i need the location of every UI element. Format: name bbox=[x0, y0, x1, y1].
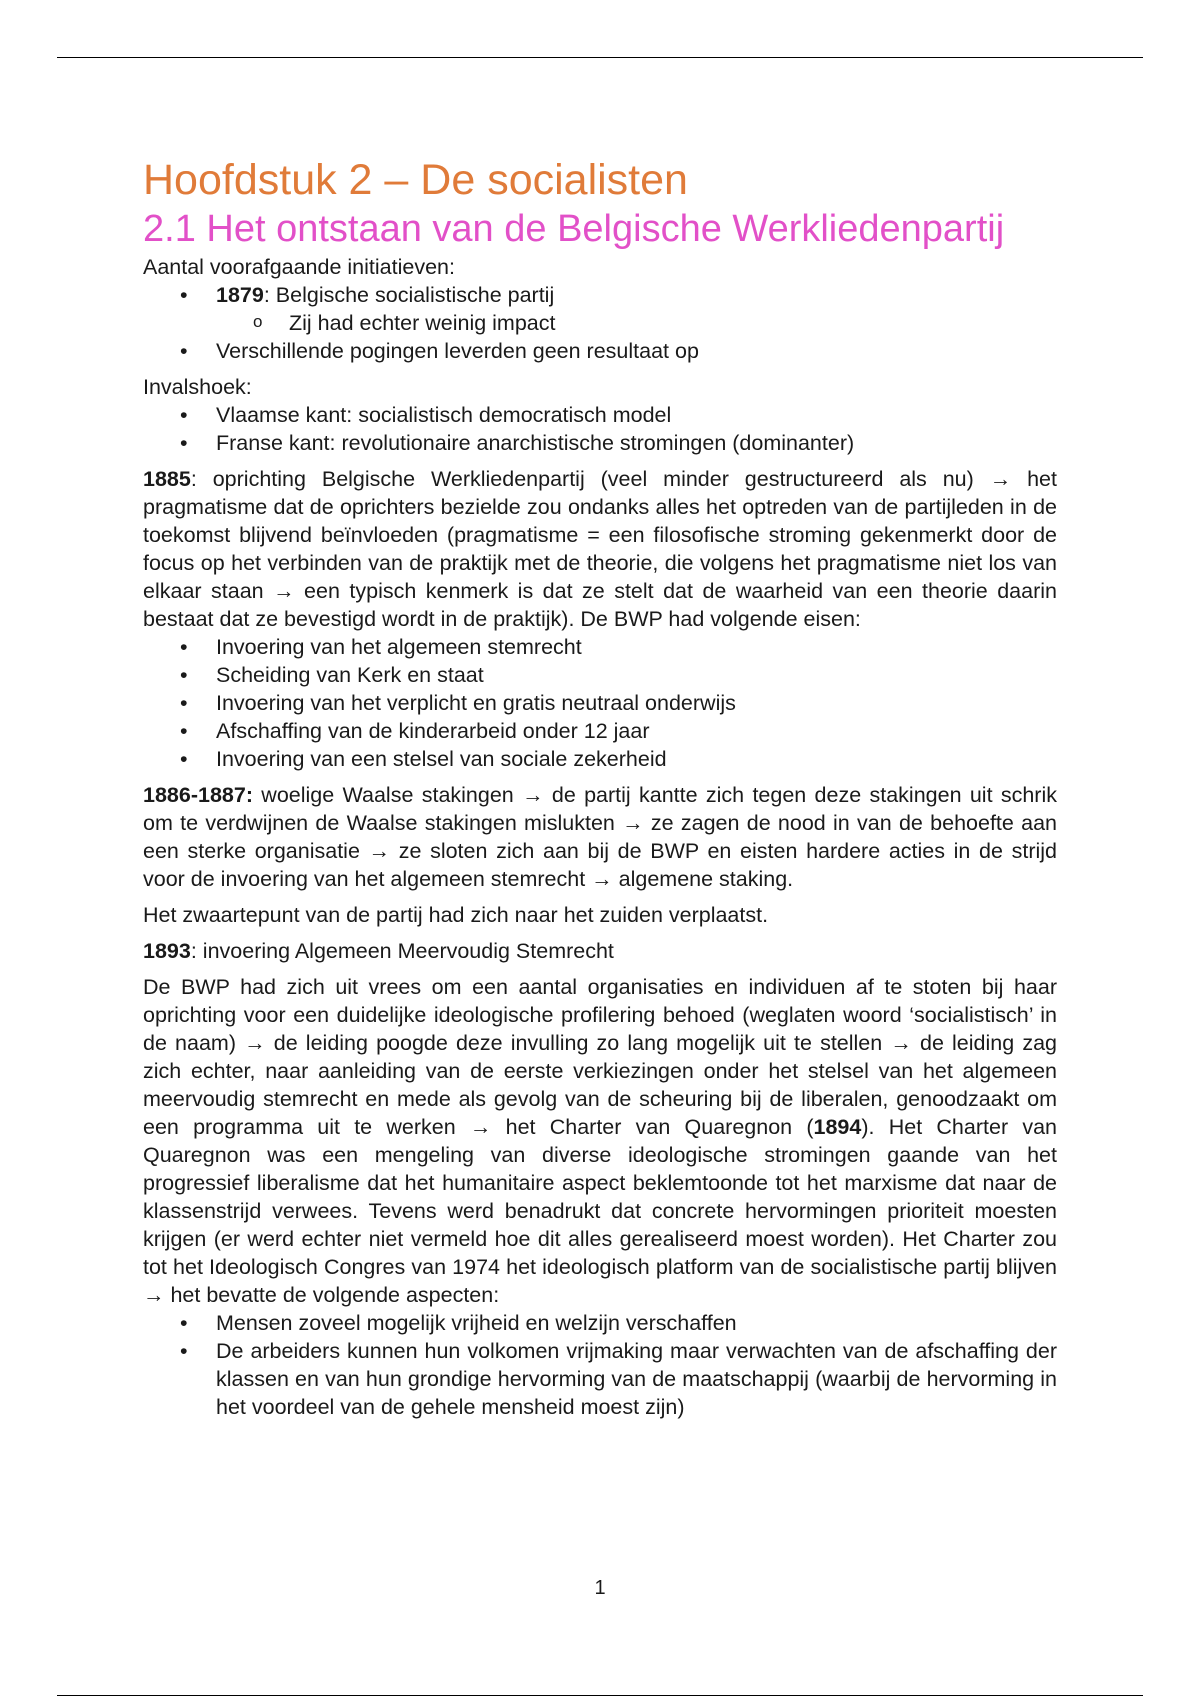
list-item: • Invoering van het algemeen stemrecht bbox=[216, 633, 1057, 661]
year-1893: 1893 bbox=[143, 939, 191, 963]
footer-rule bbox=[57, 1695, 1143, 1696]
sub-list-item: o Zij had echter weinig impact bbox=[289, 309, 1057, 337]
list-item: • Afschaffing van de kinderarbeid onder 12 jaar bbox=[216, 717, 1057, 745]
invalshoek-label: Invalshoek: bbox=[143, 375, 252, 399]
list-item: • Scheiding van Kerk en staat bbox=[216, 661, 1057, 689]
demands-list bbox=[143, 633, 1057, 773]
year-1879: 1879 bbox=[216, 283, 264, 307]
year-1894: 1894 bbox=[813, 1115, 862, 1139]
aspects-list bbox=[143, 1309, 1057, 1421]
chapter-title: Hoofdstuk 2 – De socialisten bbox=[143, 156, 688, 204]
paragraph-charter bbox=[143, 973, 1057, 1309]
paragraph-text: : invoering Algemeen Meervoudig Stemrecht bbox=[190, 939, 614, 963]
paragraph-1885 bbox=[143, 465, 1057, 633]
year-1886: 1886-1887: bbox=[143, 783, 253, 807]
paragraph-text: De BWP had zich uit vrees om een aantal organisaties en individuen af te stoten bij haar oprichting voor een duidelijke ideologische profilering behoed (weglaten woord ‘socialistisch’ in de naam) → de leiding poogde deze invulling zo lang mogelijk uit te stellen → de leiding zag zich echter, naar aanleiding van de eerste verkiezingen onder het stelsel van het algemeen meervoudig stemrecht en mede als gevolg van de scheuring bij de liberalen, genoodzaakt om een programma uit te werken → het Charter van Quaregnon ( bbox=[143, 975, 1057, 1139]
paragraph-text: : oprichting Belgische Werkliedenpartij (veel minder gestructureerd als nu) → het pragmatisme dat de oprichters bezielde zou ondanks alles het optreden van de partijleden in de toekomst blijvend beïnvloeden (pragmatisme = een filosofische stroming gekenmerkt door de focus op het verbinden van de praktijk met de theorie, die volgens het pragmatisme niet los van elkaar staan → een typisch kenmerk is dat ze stelt dat de waarheid van een theorie daarin bestaat dat ze bevestigd wordt in de praktijk). De BWP had volgende eisen: bbox=[143, 467, 1057, 631]
list-item: • De arbeiders kunnen hun volkomen vrijmaking maar verwachten van de afschaffing der klassen en van hun grondige hervorming van de maatschappij (waarbij de hervorming in het voordeel van de gehele mensheid moest zijn) bbox=[216, 1337, 1057, 1421]
page-number: 1 bbox=[594, 1577, 606, 1599]
document-body bbox=[143, 155, 1057, 1421]
sub-list bbox=[216, 309, 1057, 337]
list-item: • Invoering van het verplicht en gratis neutraal onderwijs bbox=[216, 689, 1057, 717]
list-item: • Vlaamse kant: socialistisch democratisch model bbox=[216, 401, 1057, 429]
list-item: • Franse kant: revolutionaire anarchistische stromingen (dominanter) bbox=[216, 429, 1057, 457]
intro-list bbox=[143, 281, 1057, 365]
paragraph-zwaartepunt: Het zwaartepunt van de partij had zich naar het zuiden verplaatst. bbox=[143, 903, 769, 927]
paragraph-text: woelige Waalse stakingen → de partij kantte zich tegen deze stakingen uit schrik om te verdwijnen de Waalse stakingen mislukten → ze zagen de nood in van de behoefte aan een sterke organisatie → ze sloten zich aan bij de BWP en eisten hardere acties in de strijd voor de invoering van het algemeen stemrecht → algemene staking. bbox=[143, 783, 1057, 891]
header-rule bbox=[57, 57, 1143, 58]
invalshoek-list bbox=[143, 401, 1057, 457]
list-item: • Verschillende pogingen leverden geen resultaat op bbox=[216, 337, 1057, 365]
paragraph-text: ). Het Charter van Quaregnon was een mengeling van diverse ideologische stromingen gaande van het progressief liberalisme dat het humanitaire aspect beklemtoonde tot het marxisme dat naar de klassenstrijd verwees. Tevens werd benadrukt dat concrete hervormingen prioriteit moesten krijgen (er werd echter niet vermeld hoe dit alles gerealiseerd moest worden). Het Charter zou tot het Ideologisch Congres van 1974 het ideologisch platform van de socialistische partij blijven → het bevatte de volgende aspecten: bbox=[143, 1115, 1057, 1307]
section-title: 2.1 Het ontstaan van de Belgische Werkliedenpartij bbox=[143, 208, 1005, 250]
intro-label: Aantal voorafgaande initiatieven: bbox=[143, 255, 455, 279]
list-item bbox=[216, 281, 1057, 337]
list-item: • Mensen zoveel mogelijk vrijheid en welzijn verschaffen bbox=[216, 1309, 1057, 1337]
year-1885: 1885 bbox=[143, 467, 191, 491]
list-item-text: : Belgische socialistische partij bbox=[263, 283, 555, 307]
list-item: • Invoering van een stelsel van sociale zekerheid bbox=[216, 745, 1057, 773]
paragraph-1886 bbox=[143, 781, 1057, 893]
paragraph-1893 bbox=[143, 937, 1057, 965]
